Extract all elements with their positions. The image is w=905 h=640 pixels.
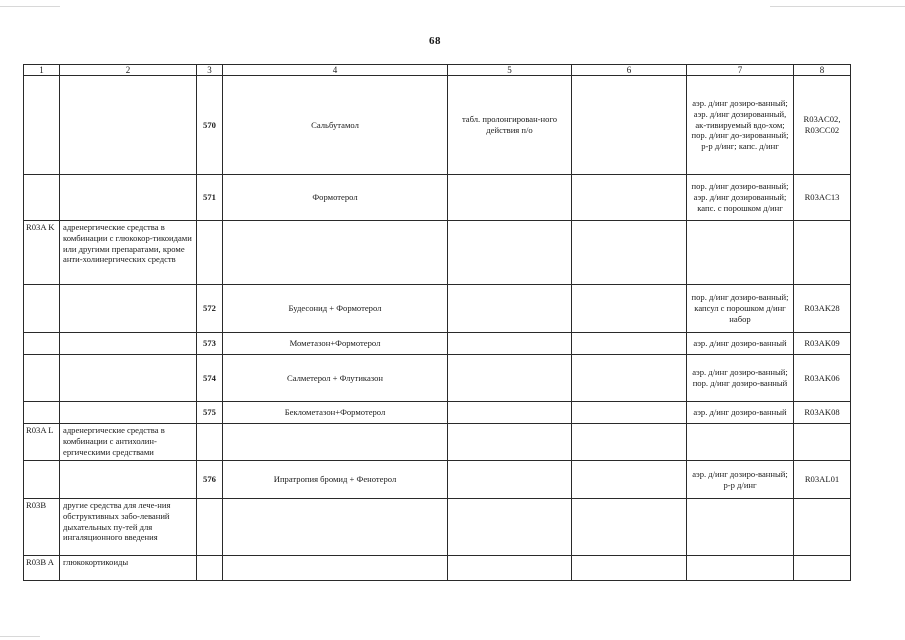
row-release-form-cell: пор. д/инг дозиро-ванный; аэр. д/инг дозированный; капс. с порошком д/инг — [687, 175, 794, 221]
row-dosage-form-cell — [448, 461, 572, 499]
row-dosage-form-cell — [448, 221, 572, 285]
row-release-form-cell — [687, 221, 794, 285]
row-release-form-cell — [687, 424, 794, 461]
row-number-cell — [197, 556, 223, 581]
row-col6-cell — [572, 175, 687, 221]
row-col6-cell — [572, 461, 687, 499]
row-col6-cell — [572, 76, 687, 175]
row-release-form-cell: аэр. д/инг дозиро-ванный — [687, 402, 794, 424]
row-dosage-form-cell — [448, 285, 572, 333]
row-atc-code-cell: R03AL01 — [794, 461, 851, 499]
table-row-group — [24, 499, 851, 556]
row-atc-code-cell — [794, 221, 851, 285]
header-col-1: 1 — [24, 65, 60, 76]
row-number-cell: 573 — [197, 333, 223, 355]
header-col-5: 5 — [448, 65, 572, 76]
header-col-7: 7 — [687, 65, 794, 76]
table-row — [24, 76, 851, 175]
row-release-form-cell: аэр. д/инг дозиро-ванный; р-р д/инг — [687, 461, 794, 499]
row-group-cell: другие средства для лече-ния обструктивных забо-леваний дыхательных пу-тей для ингаляционного введения — [60, 499, 197, 556]
row-dosage-form-cell — [448, 402, 572, 424]
row-number-cell: 576 — [197, 461, 223, 499]
row-code-cell — [24, 285, 60, 333]
row-drug-name-cell: Будесонид + Формотерол — [223, 285, 448, 333]
row-dosage-form-cell — [448, 175, 572, 221]
row-drug-name-cell: Ипратропия бромид + Фенотерол — [223, 461, 448, 499]
row-number-cell: 574 — [197, 355, 223, 402]
row-number-cell: 575 — [197, 402, 223, 424]
row-atc-code-cell — [794, 556, 851, 581]
table-row — [24, 402, 851, 424]
row-col6-cell — [572, 221, 687, 285]
row-col6-cell — [572, 285, 687, 333]
row-code-cell — [24, 402, 60, 424]
row-drug-name-cell: Формотерол — [223, 175, 448, 221]
row-number-cell: 572 — [197, 285, 223, 333]
row-atc-code-cell: R03AK08 — [794, 402, 851, 424]
row-col6-cell — [572, 402, 687, 424]
header-col-4: 4 — [223, 65, 448, 76]
row-drug-name-cell — [223, 221, 448, 285]
row-dosage-form-cell — [448, 355, 572, 402]
table-row — [24, 355, 851, 402]
row-col6-cell — [572, 556, 687, 581]
row-dosage-form-cell: табл. пролонгирован-ного действия п/о — [448, 76, 572, 175]
row-number-cell — [197, 221, 223, 285]
row-release-form-cell — [687, 556, 794, 581]
row-code-cell — [24, 76, 60, 175]
row-group-cell: адренергические средства в комбинации с антихолин-ергическими средствами — [60, 424, 197, 461]
header-col-8: 8 — [794, 65, 851, 76]
row-atc-code-cell — [794, 424, 851, 461]
row-col6-cell — [572, 499, 687, 556]
table-row — [24, 285, 851, 333]
row-col6-cell — [572, 333, 687, 355]
row-col6-cell — [572, 424, 687, 461]
header-col-2: 2 — [60, 65, 197, 76]
row-drug-name-cell — [223, 499, 448, 556]
row-code-cell: R03B — [24, 499, 60, 556]
row-number-cell — [197, 499, 223, 556]
table-row — [24, 175, 851, 221]
row-group-cell — [60, 285, 197, 333]
row-dosage-form-cell — [448, 556, 572, 581]
row-atc-code-cell: R03AK28 — [794, 285, 851, 333]
row-group-cell — [60, 333, 197, 355]
drug-list-table — [23, 64, 851, 581]
row-group-cell — [60, 76, 197, 175]
row-number-cell: 570 — [197, 76, 223, 175]
row-group-cell — [60, 461, 197, 499]
header-col-3: 3 — [197, 65, 223, 76]
row-atc-code-cell: R03AC13 — [794, 175, 851, 221]
scan-edge-mark-top-left — [0, 6, 60, 7]
table-header-row — [24, 65, 851, 76]
row-release-form-cell — [687, 499, 794, 556]
row-drug-name-cell: Беклометазон+Формотерол — [223, 402, 448, 424]
table-row — [24, 461, 851, 499]
row-atc-code-cell — [794, 499, 851, 556]
row-drug-name-cell — [223, 424, 448, 461]
row-code-cell — [24, 461, 60, 499]
scan-edge-mark-top-right — [770, 6, 905, 7]
row-release-form-cell: аэр. д/инг дозиро-ванный — [687, 333, 794, 355]
row-drug-name-cell: Салметерол + Флутиказон — [223, 355, 448, 402]
row-code-cell — [24, 355, 60, 402]
row-dosage-form-cell — [448, 333, 572, 355]
row-drug-name-cell: Сальбутамол — [223, 76, 448, 175]
row-release-form-cell: аэр. д/инг дозиро-ванный; пор. д/инг дозиро-ванный — [687, 355, 794, 402]
row-group-cell — [60, 355, 197, 402]
row-atc-code-cell: R03AC02, R03CC02 — [794, 76, 851, 175]
table-row-group — [24, 221, 851, 285]
table-row-group — [24, 556, 851, 581]
row-code-cell — [24, 175, 60, 221]
row-atc-code-cell: R03AK06 — [794, 355, 851, 402]
scan-edge-mark-bottom-left — [0, 636, 40, 637]
table-row-group — [24, 424, 851, 461]
row-dosage-form-cell — [448, 499, 572, 556]
row-code-cell: R03A K — [24, 221, 60, 285]
row-group-cell — [60, 402, 197, 424]
row-code-cell: R03B A — [24, 556, 60, 581]
header-col-6: 6 — [572, 65, 687, 76]
row-dosage-form-cell — [448, 424, 572, 461]
page-number: 68 — [429, 35, 441, 47]
row-code-cell — [24, 333, 60, 355]
row-number-cell — [197, 424, 223, 461]
row-col6-cell — [572, 355, 687, 402]
row-group-cell: адренергические средства в комбинации с глюкокор-тикоидами или другими препаратами, кроме анти-холинергических средств — [60, 221, 197, 285]
row-atc-code-cell: R03AK09 — [794, 333, 851, 355]
row-number-cell: 571 — [197, 175, 223, 221]
row-group-cell: глюкокортикоиды — [60, 556, 197, 581]
row-drug-name-cell: Мометазон+Формотерол — [223, 333, 448, 355]
row-release-form-cell: аэр. д/инг дозиро-ванный; аэр. д/инг дозированный, ак-тивируемый вдо-хом; пор. д/инг до-зированный; р-р д/инг; капс. д/инг — [687, 76, 794, 175]
row-release-form-cell: пор. д/инг дозиро-ванный; капсул с порошком д/инг набор — [687, 285, 794, 333]
row-drug-name-cell — [223, 556, 448, 581]
table-row — [24, 333, 851, 355]
row-group-cell — [60, 175, 197, 221]
row-code-cell: R03A L — [24, 424, 60, 461]
